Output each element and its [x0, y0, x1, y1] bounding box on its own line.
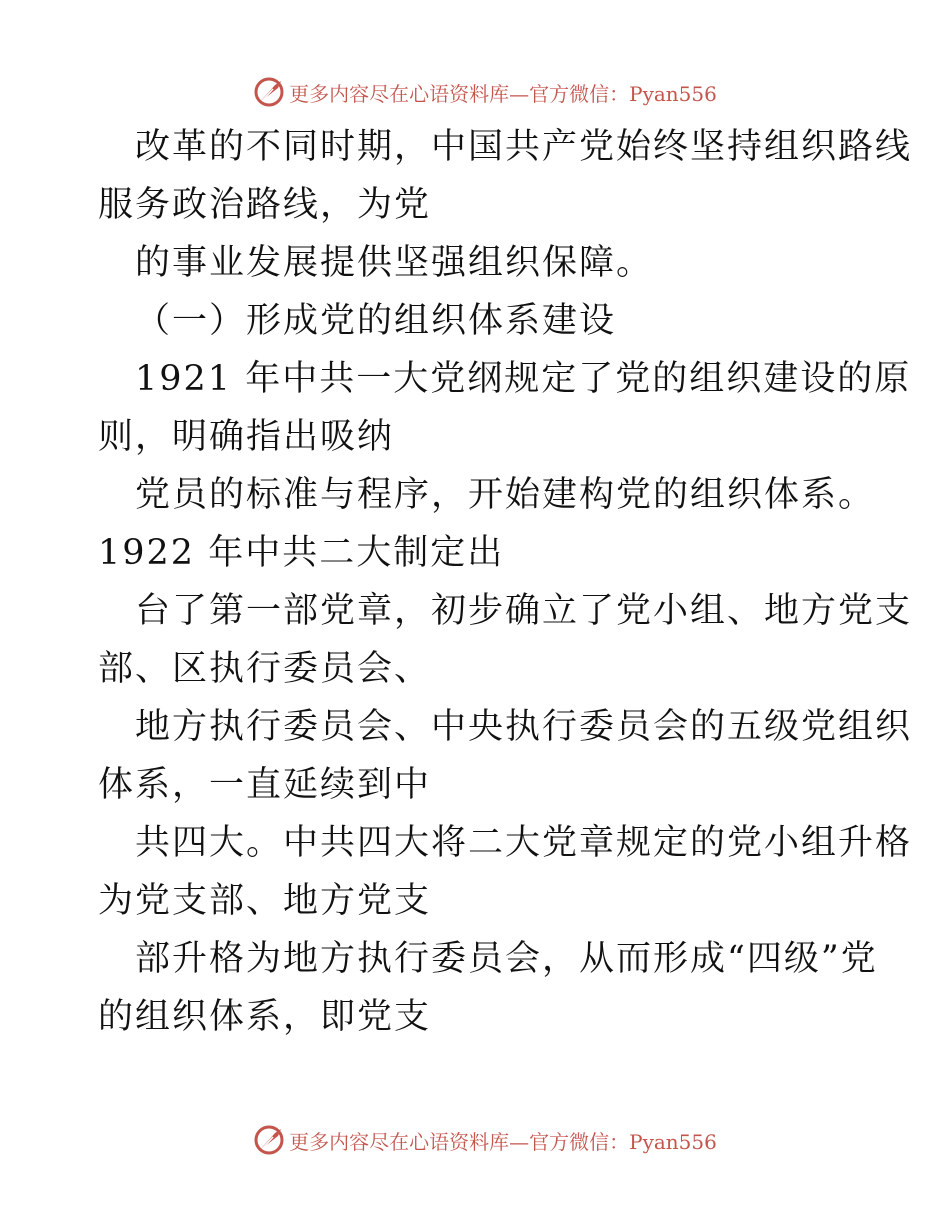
- footer-banner: [0, 1120, 950, 1160]
- body-line: 的组织体系，即党支: [98, 997, 432, 1037]
- quill-logo-icon: [253, 1123, 287, 1157]
- body-line: 部升格为地方执行委员会，从而形成“四级”党: [135, 939, 878, 979]
- body-line: 改革的不同时期，中国共产党始终坚持组织路线: [135, 127, 913, 167]
- body-line: 地方执行委员会、中央执行委员会的五级党组织: [135, 707, 913, 747]
- header-banner-text: 更多内容尽在心语资料库—官方微信：Pyan556: [289, 81, 717, 106]
- body-line: 为党支部、地方党支: [98, 881, 432, 921]
- document-body: [98, 118, 913, 1046]
- footer-banner-inner: [253, 1123, 717, 1157]
- footer-banner-text: 更多内容尽在心语资料库—官方微信：Pyan556: [289, 1129, 717, 1154]
- body-line: 的事业发展提供坚强组织保障。: [135, 243, 654, 283]
- section-heading: （一）形成党的组织体系建设: [135, 301, 617, 341]
- body-line: 共四大。中共四大将二大党章规定的党小组升格: [135, 823, 913, 863]
- body-line: 1921 年中共一大党纲规定了党的组织建设的原: [135, 359, 912, 399]
- body-line: 体系，一直延续到中: [98, 765, 432, 805]
- body-line: 服务政治路线，为党: [98, 185, 432, 225]
- header-banner-inner: [253, 75, 717, 109]
- body-line: 1922 年中共二大制定出: [98, 533, 505, 573]
- quill-logo-icon: [253, 75, 287, 109]
- header-banner: [0, 72, 950, 112]
- body-line: 党员的标准与程序，开始建构党的组织体系。: [135, 475, 876, 515]
- body-line: 台了第一部党章，初步确立了党小组、地方党支: [135, 591, 913, 631]
- body-line: 则，明确指出吸纳: [98, 417, 395, 457]
- body-line: 部、区执行委员会、: [98, 649, 432, 689]
